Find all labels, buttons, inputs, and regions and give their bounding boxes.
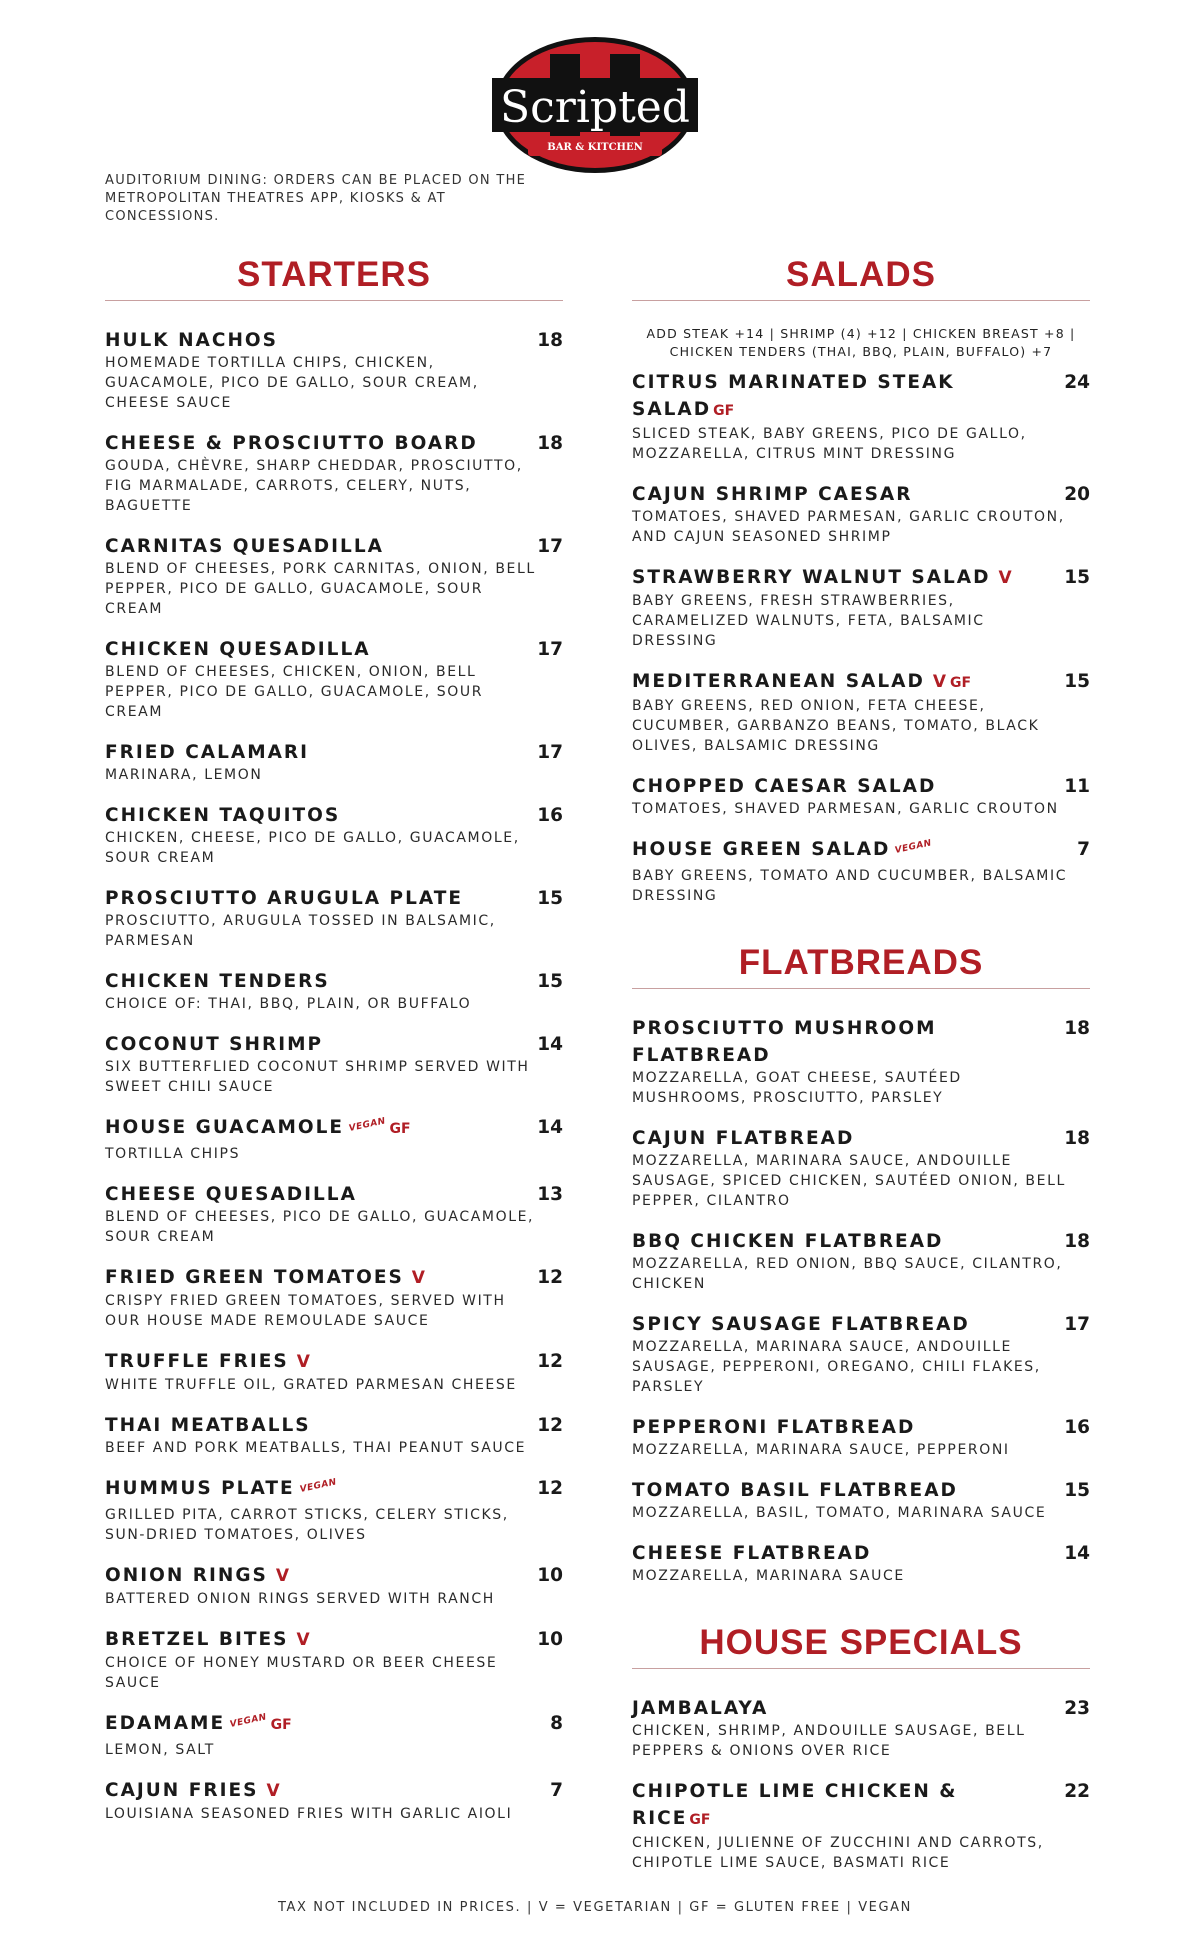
menu-item bbox=[105, 533, 563, 619]
menu-item-name: BBQ CHICKEN FLATBREAD bbox=[632, 1231, 944, 1252]
menu-item bbox=[632, 1540, 1090, 1586]
menu-item-name: COCONUT SHRIMP bbox=[105, 1034, 324, 1055]
menu-item-name-line bbox=[105, 1348, 312, 1376]
menu-item-name: CHOPPED CAESAR SALAD bbox=[632, 776, 937, 797]
menu-item-description: CRISPY FRIED GREEN TOMATOES, SERVED WITH OUR HOUSE MADE REMOULADE SAUCE bbox=[105, 1293, 506, 1329]
menu-item bbox=[105, 1264, 563, 1331]
vegetarian-tag: V bbox=[296, 1352, 312, 1372]
menu-item-price: 7 bbox=[1077, 839, 1090, 860]
menu-item bbox=[632, 1311, 1090, 1397]
menu-item-header bbox=[105, 1777, 563, 1805]
menu-item-name-line bbox=[105, 885, 463, 912]
menu-item bbox=[632, 1414, 1090, 1460]
svg-text:Scripted: Scripted bbox=[500, 82, 690, 133]
menu-item bbox=[105, 1031, 563, 1097]
footer-legend: TAX NOT INCLUDED IN PRICES. | V = VEGETARIAN | GF = GLUTEN FREE | VEGAN bbox=[277, 1900, 912, 1915]
section-title: FLATBREADS bbox=[738, 943, 984, 982]
menu-item-name: MEDITERRANEAN SALAD bbox=[632, 671, 925, 692]
section-divider bbox=[105, 300, 563, 301]
section-house-specials bbox=[632, 1624, 1090, 1873]
menu-item-price: 18 bbox=[537, 433, 563, 454]
menu-item-header bbox=[105, 327, 563, 354]
section-divider bbox=[632, 988, 1090, 989]
menu-item-name-line bbox=[105, 1475, 338, 1506]
menu-item-description: BLEND OF CHEESES, PORK CARNITAS, ONION, BELL PEPPER, PICO DE GALLO, GUACAMOLE, SOUR CREAM bbox=[105, 561, 536, 617]
menu-item-header bbox=[105, 1412, 563, 1439]
menu-items bbox=[632, 1015, 1090, 1586]
menu-item-name-line bbox=[632, 1778, 1032, 1834]
menu-item bbox=[632, 1477, 1090, 1523]
gluten-free-tag: GF bbox=[713, 403, 735, 419]
menu-item-price: 17 bbox=[1064, 1314, 1090, 1335]
menu-item-price: 20 bbox=[1064, 484, 1090, 505]
menu-item-header bbox=[105, 885, 563, 912]
menu-item-name: JAMBALAYA bbox=[632, 1698, 769, 1719]
menu-item-description: SLICED STEAK, BABY GREENS, PICO DE GALLO, MOZZARELLA, CITRUS MINT DRESSING bbox=[632, 426, 1027, 462]
menu-item-name: CHEESE FLATBREAD bbox=[632, 1543, 872, 1564]
menu-item-header bbox=[632, 1015, 1090, 1069]
section-divider bbox=[632, 1668, 1090, 1669]
menu-item bbox=[632, 1695, 1090, 1761]
menu-item-name-line bbox=[105, 327, 278, 354]
vegan-tag: VEGAN bbox=[894, 838, 934, 856]
menu-item bbox=[105, 739, 563, 785]
menu-item-description: MARINARA, LEMON bbox=[105, 767, 263, 783]
section-starters bbox=[105, 256, 563, 1824]
menu-item-price: 10 bbox=[537, 1565, 563, 1586]
menu-item-price: 12 bbox=[537, 1267, 563, 1288]
menu-item-name: CARNITAS QUESADILLA bbox=[105, 536, 384, 557]
menu-item-description: TOMATOES, SHAVED PARMESAN, GARLIC CROUTON, AND CAJUN SEASONED SHRIMP bbox=[632, 509, 1065, 545]
menu-item-header bbox=[632, 1540, 1090, 1567]
menu-item-price: 14 bbox=[537, 1034, 563, 1055]
section-divider bbox=[632, 300, 1090, 301]
menu-item-name: CHICKEN TAQUITOS bbox=[105, 805, 341, 826]
menu-item-name: CAJUN FLATBREAD bbox=[632, 1128, 855, 1149]
menu-item-header bbox=[105, 802, 563, 829]
menu-items bbox=[632, 1695, 1090, 1873]
menu-item-name: CITRUS MARINATED STEAK SALAD bbox=[632, 372, 955, 420]
menu-item-header bbox=[105, 968, 563, 995]
menu-item-name: ONION RINGS bbox=[105, 1565, 268, 1586]
menu-item-description: LEMON, SALT bbox=[105, 1742, 215, 1758]
menu-item-name: CHICKEN QUESADILLA bbox=[105, 639, 371, 660]
gluten-free-tag: GF bbox=[950, 675, 972, 691]
menu-item-description: MOZZARELLA, MARINARA SAUCE, PEPPERONI bbox=[632, 1442, 1010, 1458]
menu-item bbox=[105, 802, 563, 868]
menu-item-name: SPICY SAUSAGE FLATBREAD bbox=[632, 1314, 970, 1335]
menu-item bbox=[105, 1114, 563, 1164]
menu-item-price: 18 bbox=[1064, 1128, 1090, 1149]
menu-item-description: BABY GREENS, FRESH STRAWBERRIES, CARAMELIZED WALNUTS, FETA, BALSAMIC DRESSING bbox=[632, 593, 985, 649]
menu-item-description: HOMEMADE TORTILLA CHIPS, CHICKEN, GUACAMOLE, PICO DE GALLO, SOUR CREAM, CHEESE SAUCE bbox=[105, 355, 479, 411]
menu-item-price: 16 bbox=[1064, 1417, 1090, 1438]
menu-item-header bbox=[105, 1348, 563, 1376]
menu-item-description: BEEF AND PORK MEATBALLS, THAI PEANUT SAUCE bbox=[105, 1440, 527, 1456]
section-title: STARTERS bbox=[236, 255, 432, 294]
menu-item-name: CHICKEN TENDERS bbox=[105, 971, 330, 992]
menu-item-name: EDAMAME bbox=[105, 1713, 226, 1734]
menu-item-name-line bbox=[632, 836, 934, 867]
menu-item-price: 14 bbox=[537, 1117, 563, 1138]
menu-item-price: 18 bbox=[1064, 1018, 1090, 1039]
menu-item bbox=[105, 1626, 563, 1693]
menu-item-header bbox=[632, 369, 1090, 425]
menu-item-description: MOZZARELLA, MARINARA SAUCE, ANDOUILLE SAUSAGE, PEPPERONI, OREGANO, CHILI FLAKES, PARSLEY bbox=[632, 1339, 1041, 1395]
gluten-free-tag: GF bbox=[389, 1121, 411, 1137]
menu-item-price: 15 bbox=[537, 888, 563, 909]
menu-item bbox=[632, 1015, 1090, 1108]
menu-item-name: TOMATO BASIL FLATBREAD bbox=[632, 1480, 958, 1501]
menu-item bbox=[632, 481, 1090, 547]
menu-item bbox=[105, 636, 563, 722]
menu-items bbox=[632, 369, 1090, 906]
menu-item-name-line bbox=[632, 1695, 768, 1722]
menu-item-price: 12 bbox=[537, 1415, 563, 1436]
menu-item-name-line bbox=[632, 1228, 943, 1255]
menu-item-name: FRIED GREEN TOMATOES bbox=[105, 1267, 404, 1288]
menu-item-price: 12 bbox=[537, 1478, 563, 1499]
menu-item-description: GRILLED PITA, CARROT STICKS, CELERY STICKS, SUN-DRIED TOMATOES, OLIVES bbox=[105, 1507, 509, 1543]
menu-item-name: HUMMUS PLATE bbox=[105, 1478, 295, 1499]
menu-item-description: LOUISIANA SEASONED FRIES WITH GARLIC AIOLI bbox=[105, 1806, 513, 1822]
menu-item-price: 15 bbox=[1064, 567, 1090, 588]
menu-item-header bbox=[632, 481, 1090, 508]
menu-item-name-line bbox=[632, 668, 971, 697]
menu-item-name-line bbox=[632, 773, 936, 800]
intro-text: AUDITORIUM DINING: ORDERS CAN BE PLACED ON THE METROPOLITAN THEATRES APP, KIOSKS & AT CONCESSIONS. bbox=[105, 173, 527, 224]
menu-item-price: 15 bbox=[1064, 1480, 1090, 1501]
menu-item-name-line bbox=[632, 1125, 854, 1152]
menu-item-header bbox=[105, 1562, 563, 1590]
menu-item-description: MOZZARELLA, MARINARA SAUCE, ANDOUILLE SAUSAGE, SPICED CHICKEN, SAUTÉED ONION, BELL PEPPER, CILANTRO bbox=[632, 1153, 1066, 1209]
menu-item-price: 11 bbox=[1064, 776, 1090, 797]
add-ons-note: ADD STEAK +14 | SHRIMP (4) +12 | CHICKEN BREAST +8 | CHICKEN TENDERS (THAI, BBQ, PLAIN, BUFFALO) +7 bbox=[646, 326, 1076, 359]
menu-item-price: 15 bbox=[1064, 671, 1090, 692]
menu-item-header bbox=[105, 1031, 563, 1058]
menu-item bbox=[105, 430, 563, 516]
menu-item bbox=[632, 1125, 1090, 1211]
menu-item-description: BATTERED ONION RINGS SERVED WITH RANCH bbox=[105, 1591, 495, 1607]
menu-item-name: THAI MEATBALLS bbox=[105, 1415, 311, 1436]
menu-item-price: 14 bbox=[1064, 1543, 1090, 1564]
menu-item-description: MOZZARELLA, BASIL, TOMATO, MARINARA SAUCE bbox=[632, 1505, 1047, 1521]
menu-item bbox=[105, 885, 563, 951]
vegetarian-tag: V bbox=[932, 672, 948, 692]
menu-item-name: STRAWBERRY WALNUT SALAD bbox=[632, 567, 991, 588]
menu-item-name-line bbox=[105, 802, 340, 829]
menu-item bbox=[632, 773, 1090, 819]
menu-item-name: CAJUN SHRIMP CAESAR bbox=[632, 484, 913, 505]
menu-item bbox=[105, 1412, 563, 1458]
menu-item-name-line bbox=[105, 1562, 291, 1590]
menu-item-name: BRETZEL BITES bbox=[105, 1629, 289, 1650]
menu-item-price: 18 bbox=[1064, 1231, 1090, 1252]
menu-item-description: CHICKEN, SHRIMP, ANDOUILLE SAUSAGE, BELL PEPPERS & ONIONS OVER RICE bbox=[632, 1723, 1026, 1759]
menu-item-description: TORTILLA CHIPS bbox=[105, 1146, 241, 1162]
vegan-tag: VEGAN bbox=[298, 1477, 338, 1495]
menu-item-header bbox=[105, 1475, 563, 1506]
gluten-free-tag: GF bbox=[270, 1717, 292, 1733]
menu-item bbox=[105, 327, 563, 413]
menu-item-name-line bbox=[632, 481, 913, 508]
menu-item-name-line bbox=[105, 1412, 311, 1439]
menu-item-price: 23 bbox=[1064, 1698, 1090, 1719]
menu-item-name-line bbox=[105, 1114, 411, 1145]
menu-item-header bbox=[105, 1626, 563, 1654]
menu-item-name: FRIED CALAMARI bbox=[105, 742, 310, 763]
menu-item-price: 17 bbox=[537, 742, 563, 763]
menu-item-header bbox=[632, 1228, 1090, 1255]
menu-item-description: WHITE TRUFFLE OIL, GRATED PARMESAN CHEESE bbox=[105, 1377, 517, 1393]
menu-item-price: 13 bbox=[537, 1184, 563, 1205]
menu-item-name: CHEESE & PROSCIUTTO BOARD bbox=[105, 433, 478, 454]
menu-item-name-line bbox=[105, 739, 309, 766]
menu-item-description: BLEND OF CHEESES, CHICKEN, ONION, BELL PEPPER, PICO DE GALLO, GUACAMOLE, SOUR CREAM bbox=[105, 664, 484, 720]
menu-item-header bbox=[632, 1311, 1090, 1338]
section-salads bbox=[632, 256, 1090, 906]
menu-item-header bbox=[105, 739, 563, 766]
gluten-free-tag: GF bbox=[689, 1812, 711, 1828]
menu-item-description: TOMATOES, SHAVED PARMESAN, GARLIC CROUTON bbox=[632, 801, 1059, 817]
menu-item-description: BABY GREENS, TOMATO AND CUCUMBER, BALSAMIC DRESSING bbox=[632, 868, 1068, 904]
menu-item-name: HOUSE GREEN SALAD bbox=[632, 839, 891, 860]
menu-item-price: 17 bbox=[537, 536, 563, 557]
menu-item-name-line bbox=[105, 1181, 357, 1208]
vegetarian-tag: V bbox=[266, 1781, 282, 1801]
menu-item-price: 18 bbox=[537, 330, 563, 351]
menu-item-price: 12 bbox=[537, 1351, 563, 1372]
menu-item-description: CHOICE OF: THAI, BBQ, PLAIN, OR BUFFALO bbox=[105, 996, 472, 1012]
menu-item bbox=[632, 564, 1090, 651]
menu-item bbox=[105, 1777, 563, 1824]
menu-item-description: CHOICE OF HONEY MUSTARD OR BEER CHEESE SAUCE bbox=[105, 1655, 498, 1691]
menu-item-name-line bbox=[105, 1031, 323, 1058]
menu-item-description: MOZZARELLA, MARINARA SAUCE bbox=[632, 1568, 905, 1584]
left-column bbox=[105, 256, 563, 1841]
menu-items bbox=[105, 327, 563, 1824]
menu-item-price: 16 bbox=[537, 805, 563, 826]
section-flatbreads bbox=[632, 944, 1090, 1586]
menu-item-header bbox=[632, 668, 1090, 697]
menu-item-price: 24 bbox=[1064, 372, 1090, 393]
menu-item-price: 22 bbox=[1064, 1781, 1090, 1802]
menu-item-name-line bbox=[105, 533, 384, 560]
menu-item-header bbox=[105, 636, 563, 663]
menu-item-header bbox=[105, 430, 563, 457]
right-column bbox=[632, 256, 1090, 1890]
menu-item bbox=[105, 1475, 563, 1545]
logo bbox=[488, 32, 702, 178]
menu-item-price: 8 bbox=[550, 1713, 563, 1734]
vegan-tag: VEGAN bbox=[229, 1712, 268, 1730]
vegetarian-tag: V bbox=[411, 1268, 427, 1288]
menu-item-name-line bbox=[632, 369, 1032, 425]
section-title: SALADS bbox=[786, 255, 936, 294]
menu-item bbox=[632, 369, 1090, 464]
menu-item bbox=[105, 968, 563, 1014]
vegan-tag: VEGAN bbox=[348, 1116, 387, 1134]
menu-item bbox=[105, 1181, 563, 1247]
menu-item-description: BLEND OF CHEESES, PICO DE GALLO, GUACAMOLE, SOUR CREAM bbox=[105, 1209, 535, 1245]
menu-item-description: CHICKEN, JULIENNE OF ZUCCHINI AND CARROTS, CHIPOTLE LIME SAUCE, BASMATI RICE bbox=[632, 1835, 1044, 1871]
menu-item-header bbox=[105, 1181, 563, 1208]
menu-item-name-line bbox=[632, 564, 1014, 592]
menu-item bbox=[632, 1778, 1090, 1873]
menu-item-price: 17 bbox=[537, 639, 563, 660]
menu-item-header bbox=[632, 1695, 1090, 1722]
menu-item-name-line bbox=[632, 1540, 871, 1567]
menu-item-description: MOZZARELLA, RED ONION, BBQ SAUCE, CILANTRO, CHICKEN bbox=[632, 1256, 1063, 1292]
menu-item-name: PROSCIUTTO MUSHROOM FLATBREAD bbox=[632, 1018, 937, 1066]
menu-item bbox=[632, 836, 1090, 906]
menu-item-header bbox=[105, 533, 563, 560]
svg-text:BAR & KITCHEN: BAR & KITCHEN bbox=[547, 142, 643, 153]
menu-item-name-line bbox=[105, 1777, 282, 1805]
menu-item-description: PROSCIUTTO, ARUGULA TOSSED IN BALSAMIC, PARMESAN bbox=[105, 913, 496, 949]
menu-item-name-line bbox=[105, 636, 371, 663]
menu-item-description: GOUDA, CHÈVRE, SHARP CHEDDAR, PROSCIUTTO, FIG MARMALADE, CARROTS, CELERY, NUTS, BAGUETTE bbox=[105, 458, 523, 514]
menu-item-description: SIX BUTTERFLIED COCONUT SHRIMP SERVED WITH SWEET CHILI SAUCE bbox=[105, 1059, 530, 1095]
menu-item-name: PEPPERONI FLATBREAD bbox=[632, 1417, 916, 1438]
menu-item-header bbox=[105, 1114, 563, 1145]
menu-item-header bbox=[632, 564, 1090, 592]
menu-item-header bbox=[632, 773, 1090, 800]
menu-item-name-line bbox=[105, 1264, 427, 1292]
vegetarian-tag: V bbox=[275, 1566, 292, 1586]
menu-item-price: 10 bbox=[537, 1629, 563, 1650]
menu-item-name: CHIPOTLE LIME CHICKEN & RICE bbox=[632, 1781, 958, 1829]
menu-item-name-line bbox=[632, 1015, 1032, 1069]
menu-item-header bbox=[632, 1778, 1090, 1834]
menu-item-header bbox=[632, 1125, 1090, 1152]
menu-item-name-line bbox=[632, 1414, 915, 1441]
menu-item-name-line bbox=[105, 1710, 292, 1741]
menu-item-description: BABY GREENS, RED ONION, FETA CHEESE, CUCUMBER, GARBANZO BEANS, TOMATO, BLACK OLIVES, BALSAMIC DRESSING bbox=[632, 698, 1040, 754]
menu-item-price: 7 bbox=[550, 1780, 563, 1801]
menu-item-name: TRUFFLE FRIES bbox=[105, 1351, 289, 1372]
menu-item-name-line bbox=[105, 1626, 312, 1654]
menu-item-name: PROSCIUTTO ARUGULA PLATE bbox=[105, 888, 463, 909]
section-title: HOUSE SPECIALS bbox=[699, 1623, 1023, 1662]
menu-item-name-line bbox=[632, 1477, 958, 1504]
menu-item-header bbox=[105, 1710, 563, 1741]
vegetarian-tag: V bbox=[296, 1630, 312, 1650]
menu-item-header bbox=[632, 836, 1090, 867]
menu-item-description: MOZZARELLA, GOAT CHEESE, SAUTÉED MUSHROOMS, PROSCIUTTO, PARSLEY bbox=[632, 1070, 962, 1106]
menu-item bbox=[632, 668, 1090, 756]
menu-item-header bbox=[632, 1477, 1090, 1504]
menu-item-description: CHICKEN, CHEESE, PICO DE GALLO, GUACAMOLE, SOUR CREAM bbox=[105, 830, 520, 866]
menu-item-header bbox=[105, 1264, 563, 1292]
menu-item-name: CHEESE QUESADILLA bbox=[105, 1184, 357, 1205]
menu-item-header bbox=[632, 1414, 1090, 1441]
menu-item bbox=[105, 1710, 563, 1760]
menu-item-name-line bbox=[105, 430, 478, 457]
menu-item-name-line bbox=[105, 968, 330, 995]
menu-item-name: HOUSE GUACAMOLE bbox=[105, 1117, 345, 1138]
menu-item bbox=[105, 1562, 563, 1609]
menu-item bbox=[105, 1348, 563, 1395]
menu-item-price: 15 bbox=[537, 971, 563, 992]
vegetarian-tag: V bbox=[998, 568, 1014, 588]
menu-item-name: HULK NACHOS bbox=[105, 330, 278, 351]
menu-item-name: CAJUN FRIES bbox=[105, 1780, 259, 1801]
menu-item bbox=[632, 1228, 1090, 1294]
menu-item-name-line bbox=[632, 1311, 970, 1338]
